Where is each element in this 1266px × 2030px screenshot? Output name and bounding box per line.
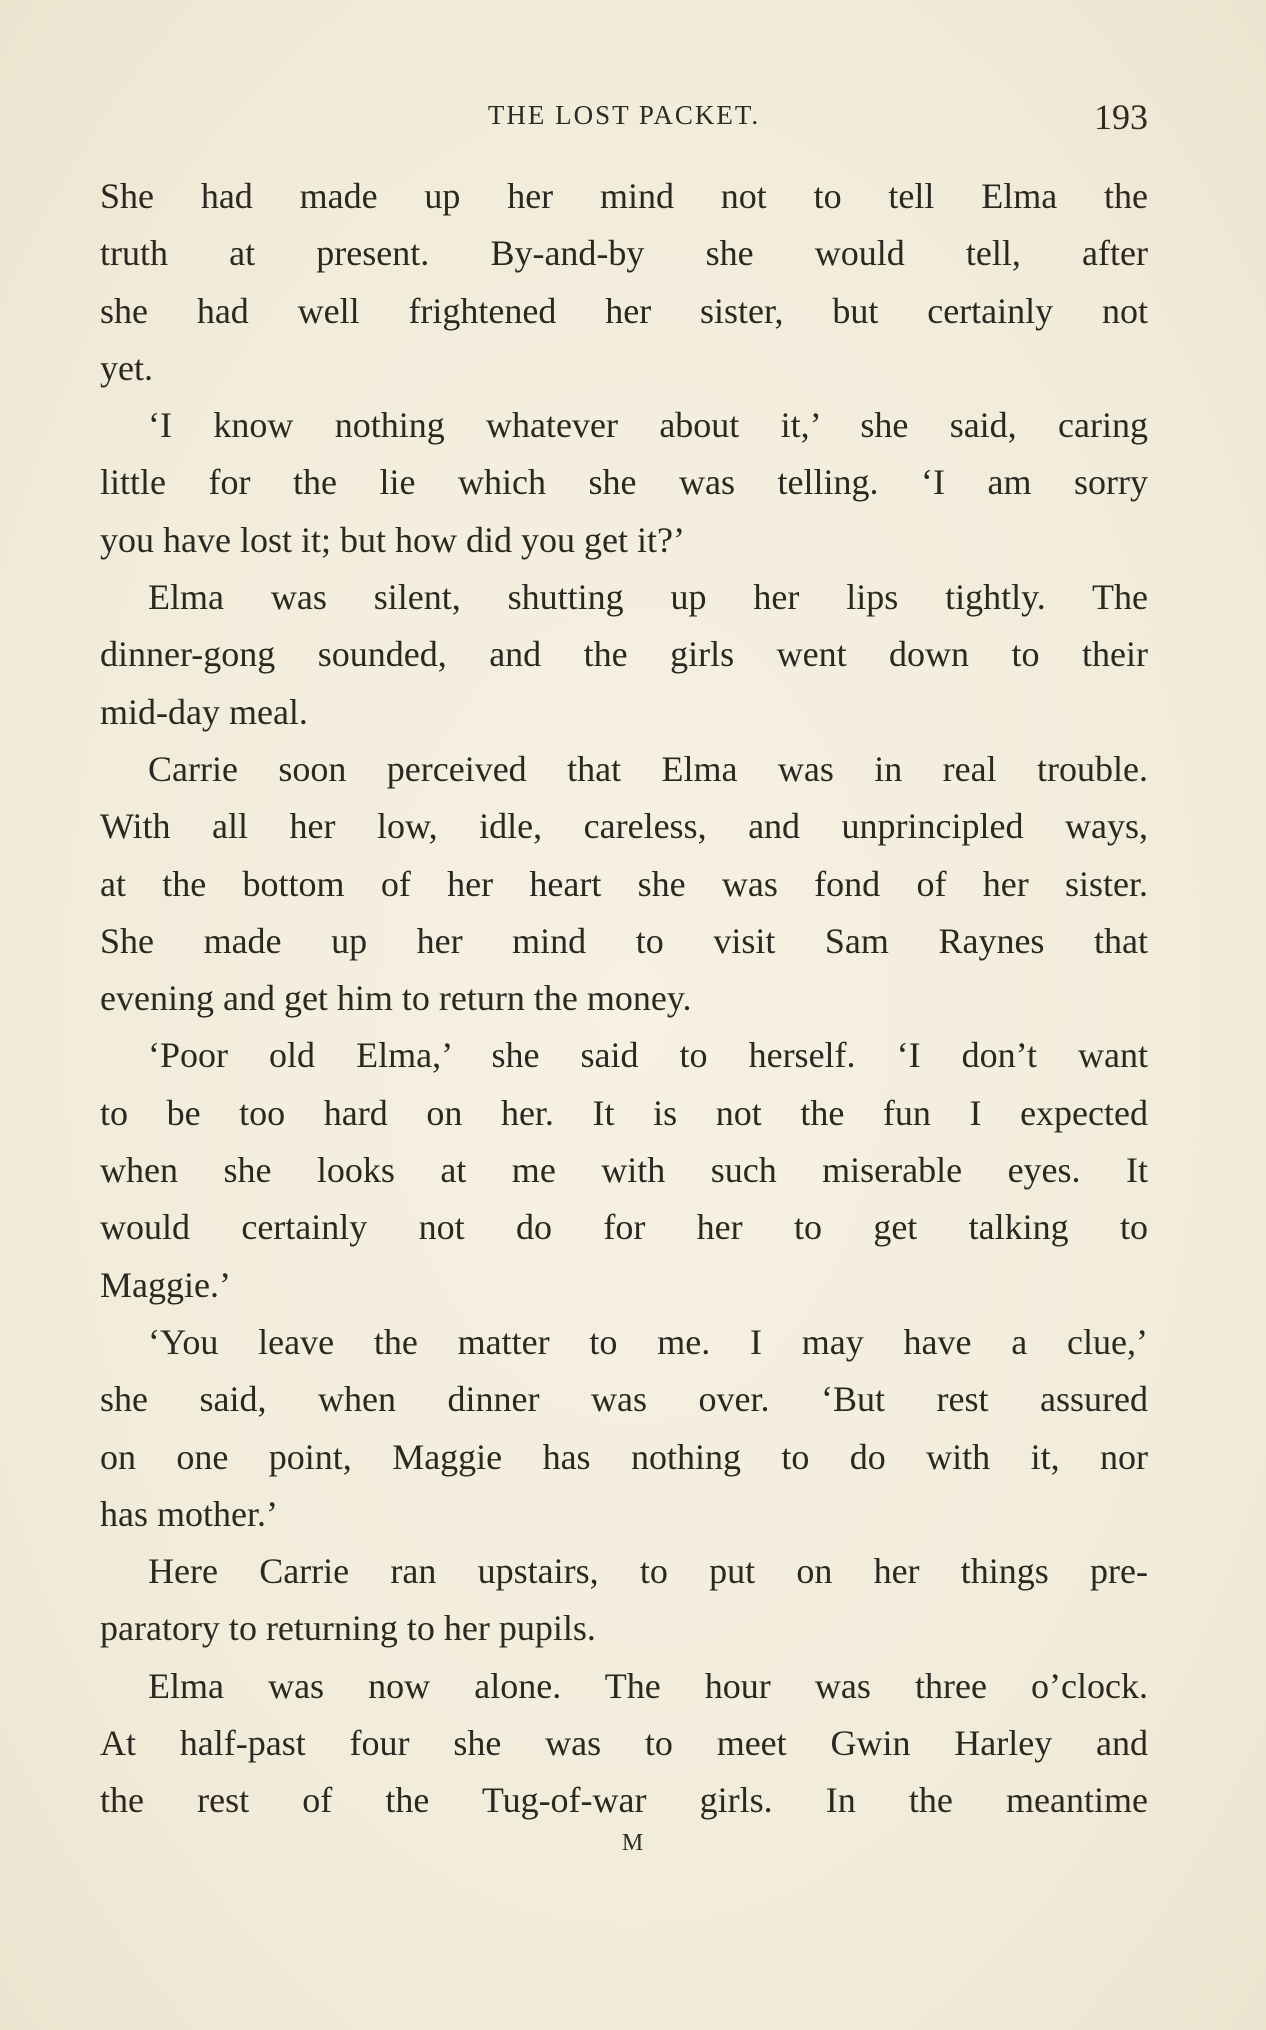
- text-line: truth at present. By-and-by she would tell, after: [100, 233, 1148, 274]
- text-line: ‘Poor old Elma,’ she said to herself. ‘I don’t want: [148, 1035, 1148, 1076]
- text-line: She made up her mind to visit Sam Raynes that: [100, 920, 1148, 961]
- chapter-title: THE LOST PACKET.: [487, 100, 761, 130]
- text-line: she had well frightened her sister, but certainly not: [100, 290, 1148, 331]
- text-line: Elma was silent, shutting up her lips tightly. The: [148, 577, 1148, 618]
- text-line: when she looks at me with such miserable eyes. It: [100, 1150, 1148, 1191]
- text-line: yet.: [100, 347, 153, 388]
- text-line: evening and get him to return the money.: [100, 978, 692, 1019]
- text-line: At half-past four she was to meet Gwin Harley and: [100, 1723, 1148, 1764]
- text-line: the rest of the Tug-of-war girls. In the meantime: [100, 1780, 1148, 1821]
- body-text: [100, 168, 1148, 1830]
- text-line: would certainly not do for her to get talking to: [100, 1207, 1148, 1248]
- text-line: Elma was now alone. The hour was three o’clock.: [148, 1665, 1148, 1706]
- text-line: at the bottom of her heart she was fond of her sister.: [100, 863, 1148, 904]
- text-line: she said, when dinner was over. ‘But rest assured: [100, 1379, 1148, 1420]
- running-header: [100, 96, 1148, 136]
- text-line: Carrie soon perceived that Elma was in real trouble.: [148, 748, 1148, 789]
- text-line: to be too hard on her. It is not the fun I expected: [100, 1092, 1148, 1133]
- text-line: you have lost it; but how did you get it?’: [100, 519, 685, 560]
- text-line: on one point, Maggie has nothing to do with it, nor: [100, 1436, 1148, 1477]
- text-line: Maggie.’: [100, 1264, 231, 1305]
- page-number: 193: [1094, 97, 1148, 137]
- text-line: has mother.’: [100, 1493, 278, 1534]
- text-line: Here Carrie ran upstairs, to put on her things pre-: [148, 1551, 1148, 1592]
- text-line: She had made up her mind not to tell Elma the: [100, 176, 1148, 216]
- text-line: ‘I know nothing whatever about it,’ she said, caring: [148, 405, 1148, 446]
- text-line: little for the lie which she was telling. ‘I am sorry: [100, 462, 1148, 503]
- signature-mark: M: [621, 1830, 645, 1856]
- text-line: paratory to returning to her pupils.: [100, 1608, 596, 1649]
- text-line: With all her low, idle, careless, and unprincipled ways,: [100, 806, 1148, 847]
- text-line: dinner-gong sounded, and the girls went down to their: [100, 634, 1148, 675]
- text-line: mid-day meal.: [100, 691, 308, 732]
- text-line: ‘You leave the matter to me. I may have a clue,’: [148, 1321, 1148, 1362]
